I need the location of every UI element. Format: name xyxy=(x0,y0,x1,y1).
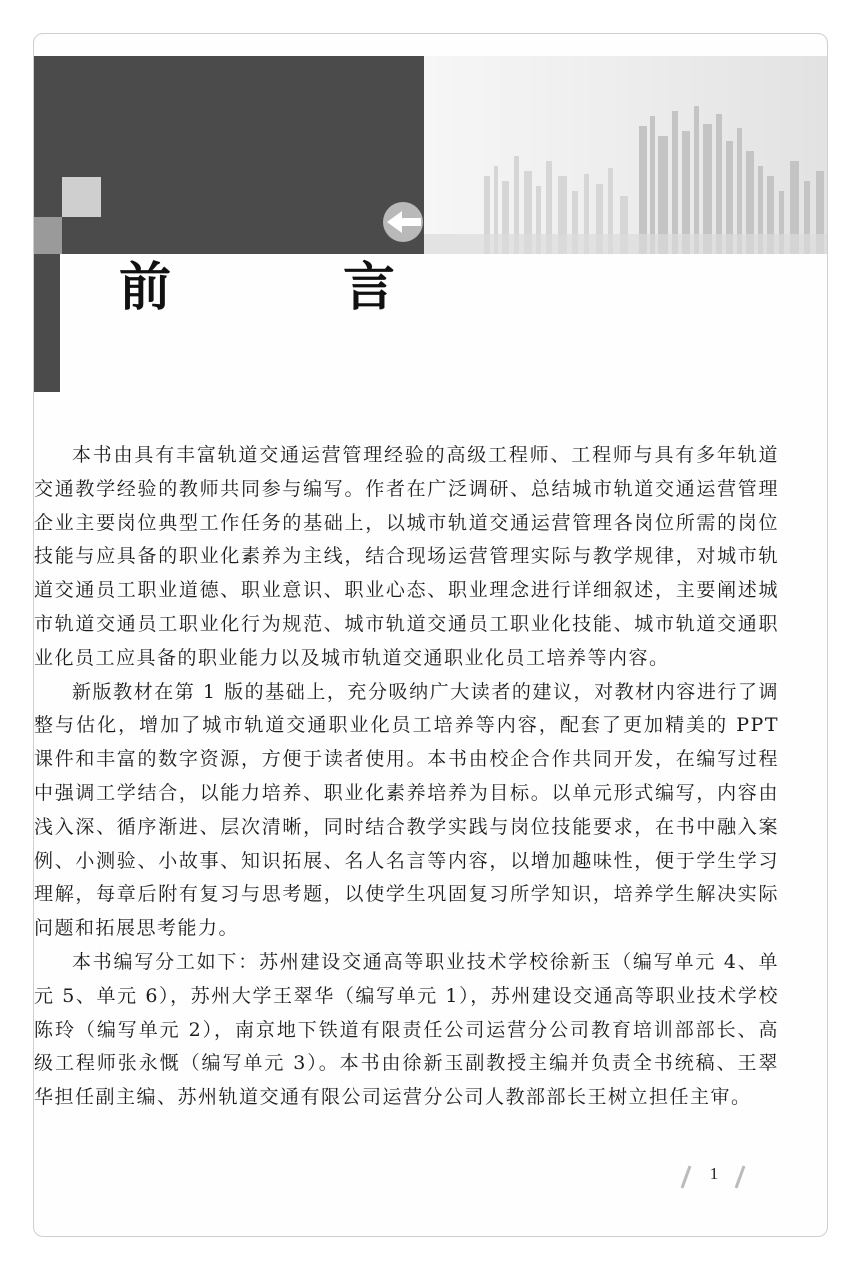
arrow-left-icon xyxy=(383,202,423,242)
city-skyline-graphic xyxy=(424,56,827,254)
preface-body xyxy=(34,439,779,1115)
header-banner-dark xyxy=(34,56,424,254)
page-number: 1 xyxy=(709,1164,719,1183)
decor-square-light xyxy=(62,177,101,217)
page xyxy=(33,33,828,1237)
header-banner-skyline xyxy=(424,56,827,254)
decor-sidebar-bar xyxy=(34,254,60,392)
page-title: 前 言 xyxy=(119,258,456,318)
paragraph: 新版教材在第 1 版的基础上，充分吸纳广大读者的建议，对教材内容进行了调整与估化，增加了城市轨道交通职业化员工培养等内容，配套了更加精美的 PPT 课件和丰富的数字资源，方便于读者使用。本书由校企合作共同开发，在编写过程中强调工学结合，以能力培养、职业化素养培养为目标。以单元形式编写，内容由浅入深、循序渐进、层次清晰，同时结合教学实践与岗位技能要求，在书中融入案例、小测验、小故事、知识拓展、名人名言等内容，以增加趣味性，便于学生学习理解，每章后附有复习与思考题，以使学生巩固复习所学知识，培养学生解决实际问题和拓展思考能力。 xyxy=(34,680,779,940)
decor-square-mid xyxy=(34,217,62,254)
paragraph: 本书编写分工如下：苏州建设交通高等职业技术学校徐新玉（编写单元 4、单元 5、单元 6），苏州大学王翠华（编写单元 1），苏州建设交通高等职业技术学校陈玲（编写单元 2），南京地下铁道有限责任公司运营分公司教育培训部部长、高级工程师张永慨（编写单元 3）。本书由徐新玉副教授主编并负责全书统稿、王翠华担任副主编、苏州轨道交通有限公司运营分公司人教部部长王树立担任主审。 xyxy=(34,950,779,1109)
page-footer xyxy=(674,1162,754,1192)
paragraph: 本书由具有丰富轨道交通运营管理经验的高级工程师、工程师与具有多年轨道交通教学经验的教师共同参与编写。作者在广泛调研、总结城市轨道交通运营管理企业主要岗位典型工作任务的基础上，以城市轨道交通运营管理各岗位所需的岗位技能与应具备的职业化素养为主线，结合现场运营管理实际与教学规律，对城市轨道交通员工职业道德、职业意识、职业心态、职业理念进行详细叙述，主要阐述城市轨道交通员工职业化行为规范、城市轨道交通员工职业化技能、城市轨道交通职业化员工应具备的职业能力以及城市轨道交通职业化员工培养等内容。 xyxy=(34,444,779,669)
